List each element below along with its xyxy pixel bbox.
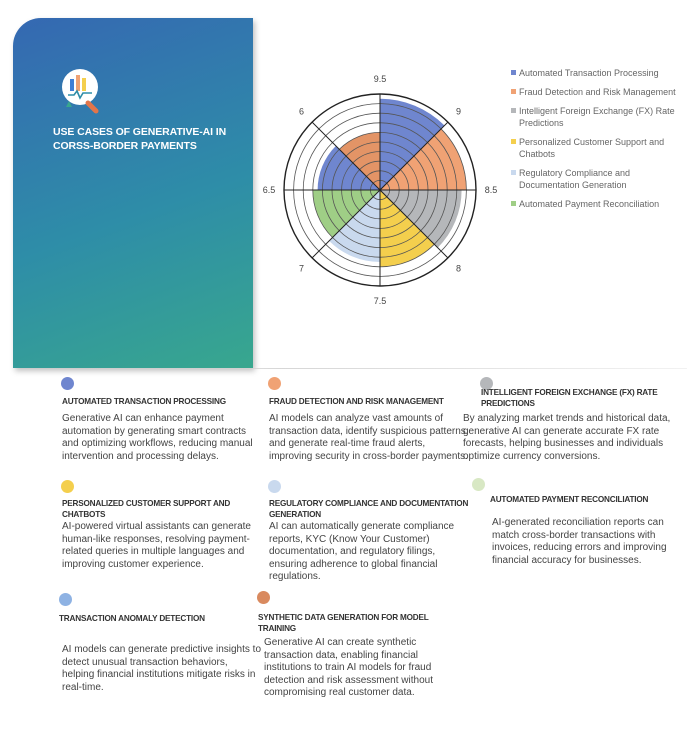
legend-item <box>511 167 681 191</box>
card-dot <box>61 480 74 493</box>
legend-swatch <box>511 108 516 113</box>
card-description: By analyzing market trends and historical data, generative AI can generate accurate FX rate forecasts, helping businesses and individuals optimize currency conversions. <box>463 413 671 462</box>
card-description: AI-powered virtual assistants can generate human-like responses, resolving payment-related queries in multiple languages and improving customer experience. <box>62 521 251 570</box>
card-description: AI models can analyze vast amounts of transaction data, identify suspicious patterns, and generate real-time fraud alerts, improving security in cross-border payments. <box>269 413 469 462</box>
radar-axis-label: 7 <box>299 263 305 274</box>
legend-label: Personalized Customer Support and Chatbots <box>519 137 665 159</box>
radar-axis-label: 9.5 <box>373 74 387 84</box>
radar-axis-label: 8 <box>455 263 461 274</box>
title-banner <box>13 18 253 368</box>
card-dot <box>268 480 281 493</box>
divider <box>13 368 687 369</box>
legend-swatch <box>511 89 516 94</box>
card-title: AUTOMATED PAYMENT RECONCILIATION <box>490 495 649 504</box>
card-title: PERSONALIZED CUSTOMER SUPPORT AND CHATBOTS <box>62 499 231 519</box>
radar-axis-label: 6 <box>299 106 305 117</box>
legend-swatch <box>511 170 516 175</box>
card-title: SYNTHETIC DATA GENERATION FOR MODEL TRAINING <box>258 613 429 633</box>
legend-swatch <box>511 201 516 206</box>
card-title: TRANSACTION ANOMALY DETECTION <box>59 614 205 623</box>
legend-swatch <box>511 70 516 75</box>
legend-swatch <box>511 139 516 144</box>
card-title: INTELLIGENT FOREIGN EXCHANGE (FX) RATE PREDICTIONS <box>481 388 658 408</box>
card-title: FRAUD DETECTION AND RISK MANAGEMENT <box>269 397 444 406</box>
radar-chart <box>260 70 510 310</box>
card-description: Generative AI can enhance payment automation by generating smart contracts and optimizing workflows, reducing manual intervention and processing delays. <box>62 413 253 462</box>
legend-item <box>511 105 681 129</box>
legend-label: Automated Transaction Processing <box>519 68 659 78</box>
card-dot <box>472 478 485 491</box>
legend-item <box>511 198 681 210</box>
legend-label: Automated Payment Reconciliation <box>519 199 660 209</box>
chart-monitor-icon <box>58 65 110 117</box>
card-dot <box>268 377 281 390</box>
card-dot <box>61 377 74 390</box>
legend-item <box>511 67 681 79</box>
legend-label: Intelligent Foreign Exchange (FX) Rate Predictions <box>519 106 675 128</box>
legend-item <box>511 136 681 160</box>
radar-axis-label: 6.5 <box>262 185 276 195</box>
card-description: AI-generated reconciliation reports can match cross-border transactions with invoices, reducing errors and improving financial accuracy for businesses. <box>492 517 667 566</box>
card-description: AI can automatically generate compliance reports, KYC (Know Your Customer) documentation, and regulatory filings, ensuring adherence to global financial regulations. <box>269 521 455 583</box>
legend-item <box>511 86 681 98</box>
radar-axis-label: 7.5 <box>373 296 387 306</box>
card-dot <box>59 593 72 606</box>
card-title: REGULATORY COMPLIANCE AND DOCUMENTATION GENERATION <box>269 499 469 519</box>
radar-axis-label: 8.5 <box>484 185 498 195</box>
card-description: Generative AI can create synthetic transaction data, enabling financial institutions to train AI models for fraud detection and risk assessment without compromising real customer data. <box>264 637 433 699</box>
legend-label: Fraud Detection and Risk Management <box>519 87 676 97</box>
card-dot <box>257 591 270 604</box>
page-title: USE CASES OF GENERATIVE-AI IN CORSS-BORDER PAYMENTS <box>53 126 227 152</box>
card-title: AUTOMATED TRANSACTION PROCESSING <box>62 397 226 406</box>
chart-legend <box>511 67 681 217</box>
radar-axis-label: 9 <box>455 106 461 117</box>
card-description: AI models can generate predictive insights to detect unusual transaction behaviors, helping financial institutions mitigate risks in real-time. <box>62 644 261 693</box>
legend-label: Regulatory Compliance and Documentation Generation <box>519 168 631 190</box>
